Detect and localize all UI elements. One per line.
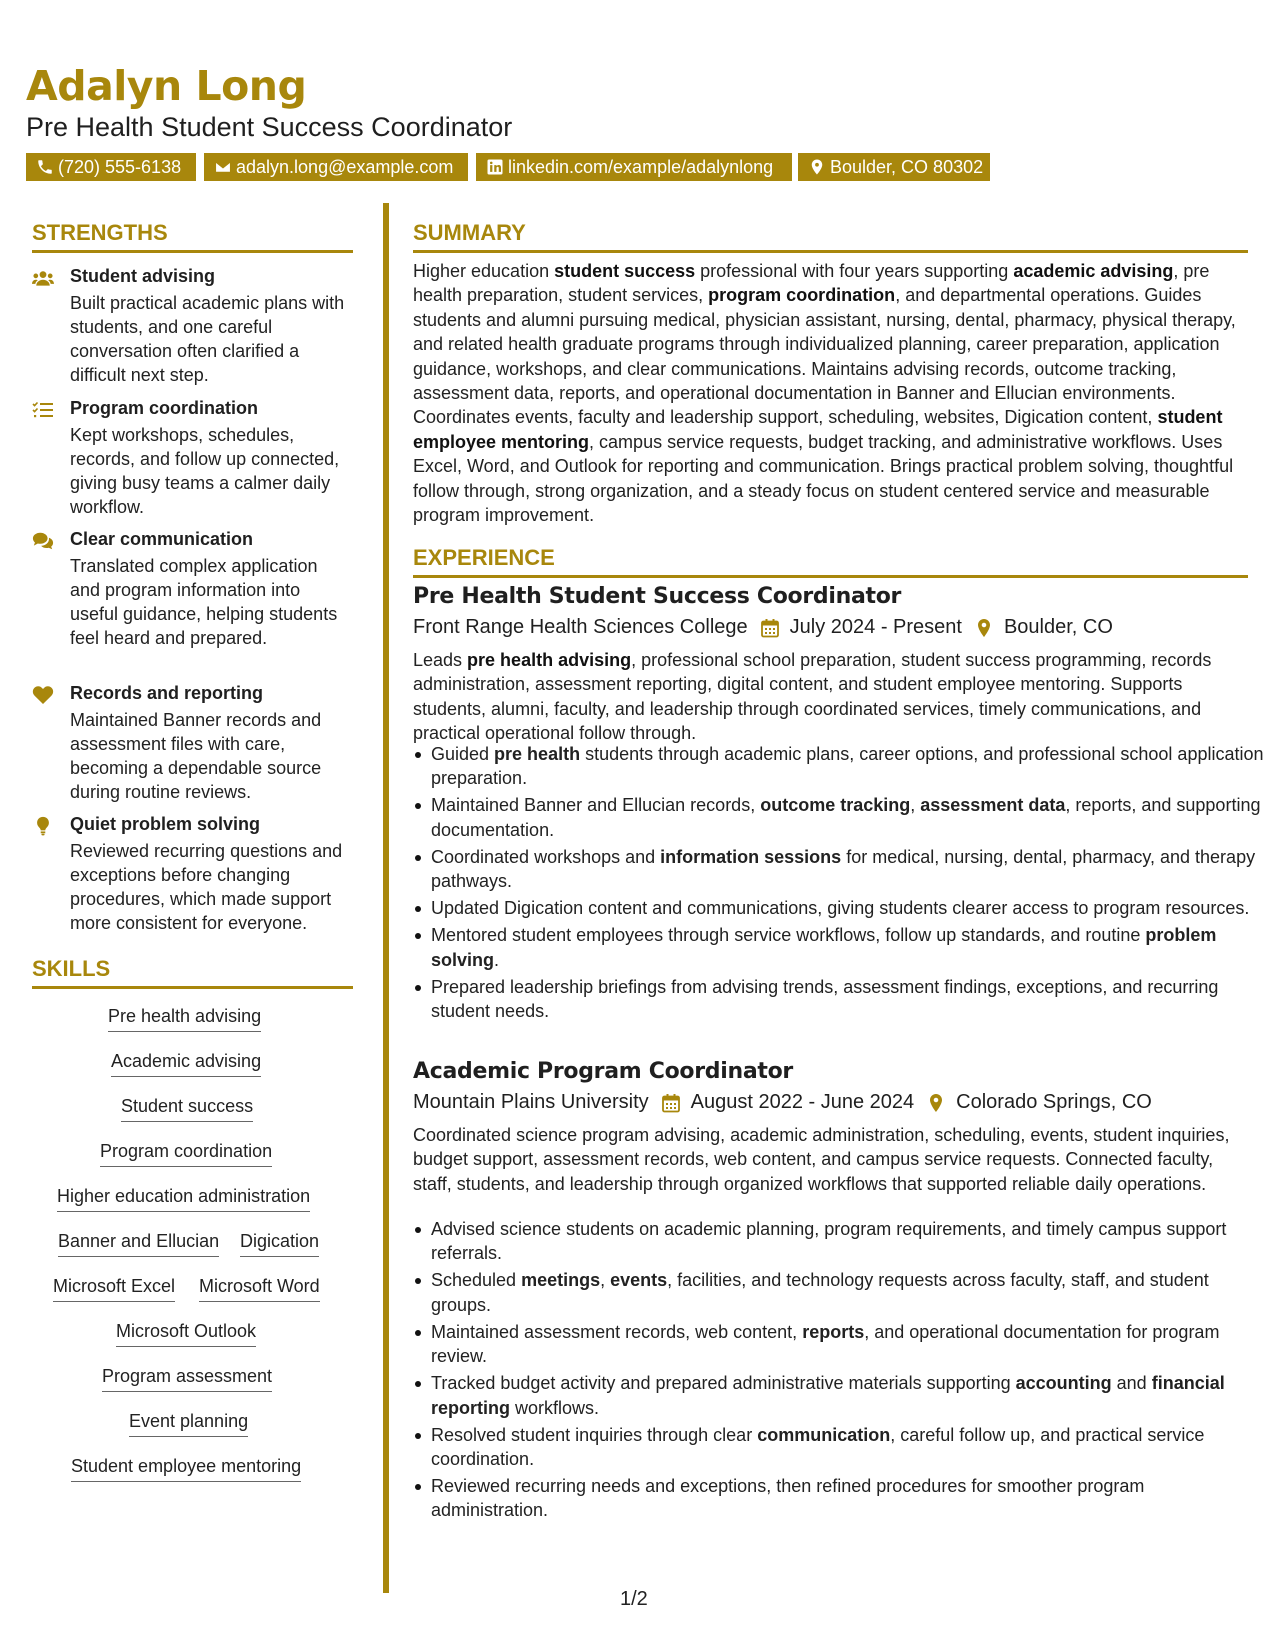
strength-title: Quiet problem solving xyxy=(70,814,261,834)
job-title: Academic Program Coordinator xyxy=(413,1059,793,1084)
strength-item xyxy=(32,398,352,518)
strength-item xyxy=(32,266,352,386)
text-run: Tracked budget activity and prepared administrative materials supporting xyxy=(431,1373,1016,1394)
contact-bar xyxy=(26,153,1275,181)
job-title: Pre Health Student Success Coordinator xyxy=(413,584,902,609)
text-run: , and departmental operations. Guides students and alumni pursuing medical, physician assistant, nursing, dental, pharmacy, physical therapy, and related health graduate programs through individualized planning, career preparation, application guidance, workshops, and clear communications. Maintains advising records, outcome tracking, assessment data, reports, and operational documentation in Banner and Ellucian environments. Coordinates events, faculty and leadership support, scheduling, websites, Digication content, xyxy=(413,285,1236,428)
strength-title: Student advising xyxy=(70,266,216,286)
summary-heading: SUMMARY xyxy=(413,220,526,245)
emphasis-text: assessment data xyxy=(920,795,1066,816)
bullet-item xyxy=(431,1217,1266,1266)
job-location: Boulder, CO xyxy=(1003,616,1113,638)
page-number: 1/2 xyxy=(620,1588,648,1610)
emphasis-text: academic advising xyxy=(1013,261,1174,281)
bullet-item xyxy=(431,1320,1266,1369)
text-run: Higher education xyxy=(413,261,555,281)
skills-rule xyxy=(32,986,353,989)
job-location: Colorado Springs, CO xyxy=(956,1091,1152,1113)
strength-item xyxy=(32,529,352,669)
emphasis-text: pre health xyxy=(494,744,581,764)
bullet-item xyxy=(431,845,1266,894)
contact-linkedin[interactable] xyxy=(476,153,792,181)
bullet-item xyxy=(431,1474,1266,1523)
emphasis-text: communication xyxy=(757,1424,891,1445)
phone-text: (720) 555-6138 xyxy=(58,157,182,177)
calendar-icon xyxy=(760,618,780,638)
skill-tag: Microsoft Outlook xyxy=(116,1320,256,1347)
emphasis-text: reports xyxy=(802,1321,865,1342)
job-dates: August 2022 - June 2024 xyxy=(690,1091,915,1113)
emphasis-text: accounting xyxy=(1015,1373,1112,1394)
calendar-icon xyxy=(661,1093,681,1113)
skill-tag: Program assessment xyxy=(102,1365,272,1392)
strength-item xyxy=(32,814,352,934)
skill-tag: Microsoft Word xyxy=(199,1275,320,1302)
text-run: Coordinated science program advising, academic administration, scheduling, events, student inquiries, budget support, assessment records, web content, and campus service requests. Connected faculty, staff, students, and leadership through organized workflows that supported reliable daily operations. xyxy=(413,1125,1230,1194)
text-run: , campus service requests, budget tracking, and administrative workflows. Uses Excel, Word, and Outlook for reporting and communication. Brings practical problem solving, thoughtful follow through, strong organization, and a steady focus on student centered service and measurable program improvement. xyxy=(413,431,1234,526)
contact-phone[interactable] xyxy=(26,153,196,181)
users-icon xyxy=(32,268,54,288)
lightbulb-icon xyxy=(32,816,54,836)
contact-location xyxy=(798,153,990,181)
job-company: Front Range Health Sciences College xyxy=(413,616,748,638)
job-bullets xyxy=(413,742,1266,1026)
text-run: Guided xyxy=(431,744,495,764)
text-run: , xyxy=(910,795,921,816)
text-run: , pre health preparation, student services, xyxy=(413,261,1210,306)
job-meta xyxy=(413,616,1113,639)
column-divider xyxy=(383,203,389,1593)
strength-description: Maintained Banner records and assessment files with care, becoming a dependable source during routine reviews. xyxy=(70,710,322,802)
emphasis-text: student employee mentoring xyxy=(413,407,1223,452)
text-run: workflows. xyxy=(510,1397,600,1418)
text-run: professional with four years supporting xyxy=(695,261,1014,281)
strength-title: Program coordination xyxy=(70,398,259,418)
linkedin-icon xyxy=(486,158,504,176)
job-company: Mountain Plains University xyxy=(413,1091,649,1113)
emphasis-text: student success xyxy=(554,261,696,281)
text-run: , reports, and supporting documentation. xyxy=(431,795,1261,840)
text-run: Coordinated workshops and xyxy=(431,846,661,867)
skill-tag: Microsoft Excel xyxy=(53,1275,175,1302)
text-run: for medical, nursing, dental, pharmacy, and therapy pathways. xyxy=(431,846,1256,892)
text-run: Mentored student employees through service workflows, follow up standards, and routine xyxy=(431,925,1146,946)
bullet-item xyxy=(431,923,1266,972)
bullet-item xyxy=(431,1371,1266,1420)
candidate-headline: Pre Health Student Success Coordinator xyxy=(26,112,513,142)
strength-description: Translated complex application and program information into useful guidance, helping students feel heard and prepared. xyxy=(70,556,338,648)
heart-icon xyxy=(32,685,54,705)
bullet-item xyxy=(431,1423,1266,1472)
skill-tag: Digication xyxy=(240,1230,319,1257)
text-run: . xyxy=(494,949,500,970)
location-pin-icon xyxy=(808,158,826,176)
skill-tag: Academic advising xyxy=(111,1050,261,1077)
strength-item xyxy=(32,683,352,803)
job-meta xyxy=(413,1091,1152,1114)
emphasis-text: outcome tracking xyxy=(760,795,911,816)
emphasis-text: meetings xyxy=(521,1270,601,1291)
contact-email[interactable] xyxy=(204,153,468,181)
experience-heading: EXPERIENCE xyxy=(413,545,555,570)
summary-rule xyxy=(413,250,1248,253)
text-run: Leads xyxy=(413,650,468,670)
bullet-item xyxy=(431,742,1266,791)
job-intro xyxy=(413,1123,1248,1196)
bullet-item xyxy=(431,975,1266,1024)
bullet-item xyxy=(431,793,1266,842)
job-intro xyxy=(413,648,1248,746)
location-text: Boulder, CO 80302 xyxy=(830,157,984,177)
text-run: Prepared leadership briefings from advising trends, assessment findings, exceptions, and recurring student needs. xyxy=(431,976,1219,1022)
candidate-name: Adalyn Long xyxy=(26,62,307,110)
text-run: Maintained assessment records, web content, xyxy=(431,1321,803,1342)
text-run: students through academic plans, career options, and professional school application preparation. xyxy=(431,744,1264,789)
emphasis-text: events xyxy=(610,1270,668,1291)
emphasis-text: financial reporting xyxy=(431,1373,1225,1418)
bullet-item xyxy=(431,1268,1266,1317)
linkedin-text: linkedin.com/example/adalynlong xyxy=(508,157,774,177)
text-run: , professional school preparation, student success programming, records administration, assessment reporting, digital content, and student employee mentoring. Supports students, alumni, faculty, and leadership through coordinated services, timely communications, and practical operational follow through. xyxy=(413,650,1212,744)
job-bullets xyxy=(413,1217,1266,1525)
strength-title: Records and reporting xyxy=(70,683,264,703)
text-run: and xyxy=(1111,1373,1152,1394)
text-run: , xyxy=(600,1270,611,1291)
emphasis-text: information sessions xyxy=(660,846,842,867)
strength-title: Clear communication xyxy=(70,529,254,549)
skill-tag: Higher education administration xyxy=(57,1185,310,1212)
text-run: Scheduled xyxy=(431,1270,522,1291)
phone-icon xyxy=(36,158,54,176)
location-pin-icon xyxy=(926,1093,946,1113)
emphasis-text: pre health advising xyxy=(467,650,632,670)
skill-tag: Pre health advising xyxy=(108,1005,261,1032)
text-run: Advised science students on academic planning, program requirements, and timely campus support referrals. xyxy=(431,1219,1227,1264)
strengths-heading: STRENGTHS xyxy=(32,220,168,245)
bullet-item xyxy=(431,896,1266,920)
job-dates: July 2024 - Present xyxy=(789,616,962,638)
skill-tag: Event planning xyxy=(129,1410,248,1437)
comments-icon xyxy=(32,531,54,551)
location-pin-icon xyxy=(974,618,994,638)
experience-rule xyxy=(413,575,1248,578)
strengths-rule xyxy=(32,250,353,253)
skill-tag: Student employee mentoring xyxy=(71,1455,301,1482)
text-run: Resolved student inquiries through clear xyxy=(431,1424,758,1445)
skill-tag: Banner and Ellucian xyxy=(58,1230,219,1257)
summary-text xyxy=(413,259,1248,527)
strength-description: Built practical academic plans with students, and one careful conversation often clarified a difficult next step. xyxy=(70,293,345,385)
strength-description: Reviewed recurring questions and exceptions before changing procedures, which made support more consistent for everyone. xyxy=(70,841,343,933)
skill-tag: Student success xyxy=(121,1095,253,1122)
envelope-icon xyxy=(214,158,232,176)
text-run: , careful follow up, and practical service coordination. xyxy=(431,1424,1205,1470)
text-run: Updated Digication content and communications, giving students clearer access to program resources. xyxy=(431,898,1250,919)
list-check-icon xyxy=(32,400,54,420)
email-text: adalyn.long@example.com xyxy=(236,157,454,177)
text-run: , facilities, and technology requests across faculty, staff, and student groups. xyxy=(431,1270,1209,1315)
emphasis-text: program coordination xyxy=(708,285,896,306)
text-run: , and operational documentation for program review. xyxy=(431,1321,1220,1367)
skills-heading: SKILLS xyxy=(32,956,111,981)
text-run: Maintained Banner and Ellucian records, xyxy=(431,795,761,816)
strength-description: Kept workshops, schedules, records, and follow up connected, giving busy teams a calmer daily workflow. xyxy=(70,425,340,517)
text-run: Reviewed recurring needs and exceptions, then refined procedures for smoother program administration. xyxy=(431,1476,1145,1521)
emphasis-text: problem solving xyxy=(431,925,1217,970)
skill-tag: Program coordination xyxy=(100,1140,272,1167)
